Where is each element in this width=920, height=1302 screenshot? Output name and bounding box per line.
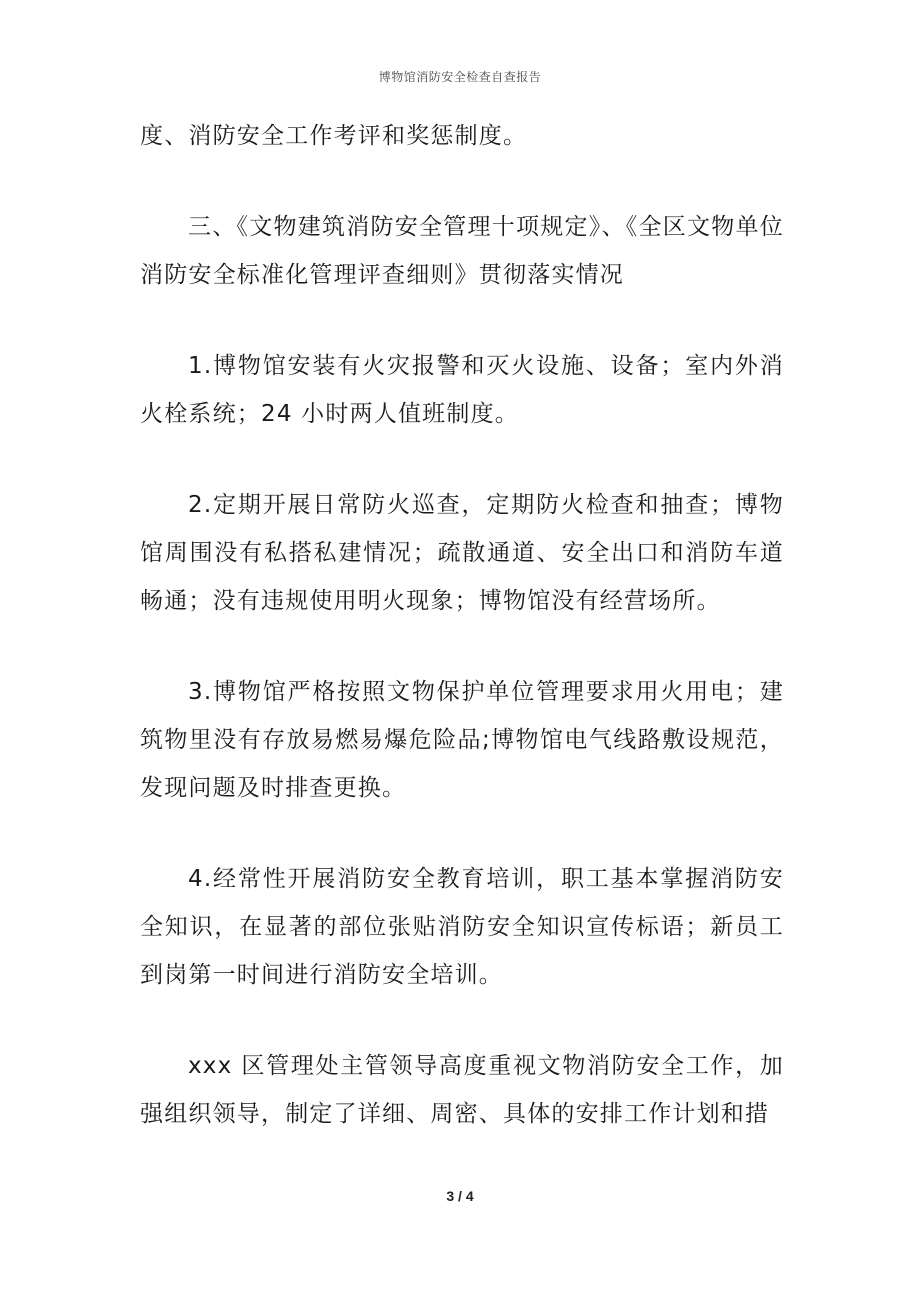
section-heading: 三、《文物建筑消防安全管理十项规定》、《全区文物单位消防安全标准化管理评查细则》贯彻落实情况 bbox=[140, 214, 784, 288]
paragraph-summary: xxx 区管理处主管领导高度重视文物消防安全工作，加强组织领导，制定了详细、周密、具体的安排工作计划和措 bbox=[140, 1053, 784, 1127]
paragraph-continuation: 度、消防安全工作考评和奖惩制度。 bbox=[140, 123, 528, 149]
document-body bbox=[140, 112, 784, 1181]
paragraph-item-4: 4.经常性开展消防安全教育培训，职工基本掌握消防安全知识，在显著的部位张贴消防安全知识宣传标语；新员工到岗第一时间进行消防安全培训。 bbox=[140, 866, 784, 988]
page-header: 博物馆消防安全检查自查报告 bbox=[378, 70, 542, 84]
paragraph-item-1: 1.博物馆安装有火灾报警和灭火设施、设备；室内外消火栓系统；24 小时两人值班制度。 bbox=[140, 353, 784, 427]
paragraph-item-2: 2.定期开展日常防火巡查，定期防火检查和抽查；博物馆周围没有私搭私建情况；疏散通道、安全出口和消防车道畅通；没有违规使用明火现象；博物馆没有经营场所。 bbox=[140, 492, 784, 614]
page-number: 3 / 4 bbox=[446, 1188, 474, 1204]
paragraph-item-3: 3.博物馆严格按照文物保护单位管理要求用火用电；建筑物里没有存放易燃易爆危险品;博物馆电气线路敷设规范，发现问题及时排查更换。 bbox=[140, 679, 784, 801]
